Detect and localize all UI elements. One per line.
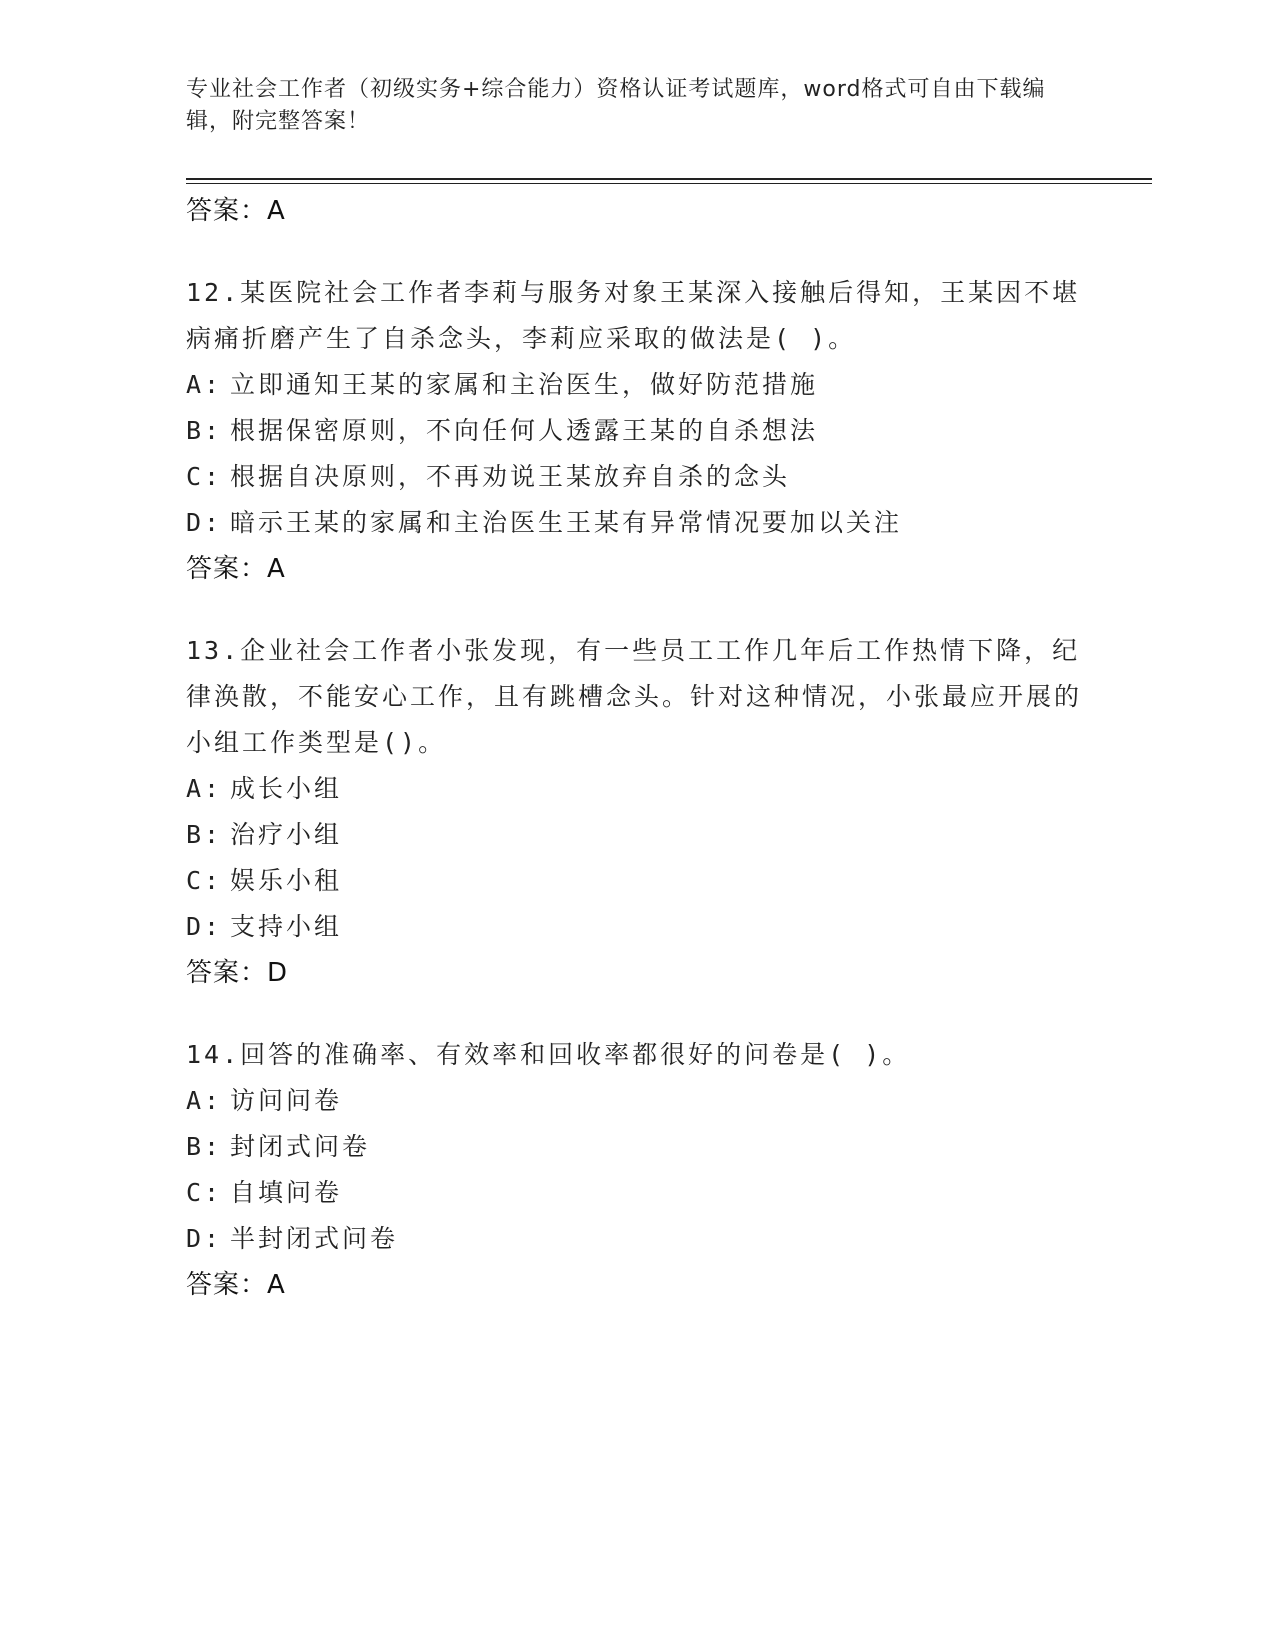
question-text: 14.回答的准确率、有效率和回收率都很好的问卷是( )。 bbox=[186, 1040, 911, 1069]
option-letter: B: bbox=[186, 416, 223, 445]
option-text: 封闭式问卷 bbox=[230, 1132, 371, 1161]
option-text: 立即通知王某的家属和主治医生，做好防范措施 bbox=[230, 370, 819, 399]
question-text: 13.企业社会工作者小张发现，有一些员工工作几年后工作热情下降，纪律涣散，不能安心工作，且有跳槽念头。针对这种情况，小张最应开展的小组工作类型是()。 bbox=[186, 636, 1083, 757]
answer-line: 答案：A bbox=[186, 554, 286, 584]
option-text: 根据保密原则，不向任何人透露王某的自杀想法 bbox=[230, 416, 819, 445]
option-letter: D: bbox=[186, 912, 223, 941]
header-divider bbox=[186, 178, 1152, 180]
answer-line: 答案：A bbox=[186, 196, 286, 226]
option-text: 访问问卷 bbox=[230, 1086, 343, 1115]
option-a bbox=[186, 766, 1086, 812]
option-c bbox=[186, 454, 1086, 500]
question-text: 12.某医院社会工作者李莉与服务对象王某深入接触后得知，王某因不堪病痛折磨产生了自杀念头，李莉应采取的做法是( )。 bbox=[186, 278, 1081, 353]
option-b bbox=[186, 812, 1086, 858]
option-letter: B: bbox=[186, 1132, 223, 1161]
option-text: 娱乐小租 bbox=[230, 866, 343, 895]
option-d bbox=[186, 500, 1086, 546]
option-text: 治疗小组 bbox=[230, 820, 343, 849]
page-header-title: 专业社会工作者（初级实务+综合能力）资格认证考试题库，word格式可自由下载编辑，附完整答案！ bbox=[186, 77, 1046, 134]
option-c bbox=[186, 1170, 1086, 1216]
question-list bbox=[186, 188, 1086, 1308]
header-divider-thin bbox=[186, 183, 1152, 184]
option-d bbox=[186, 1216, 1086, 1262]
option-text: 成长小组 bbox=[230, 774, 343, 803]
question-14 bbox=[186, 1032, 1086, 1308]
option-letter: C: bbox=[186, 462, 223, 491]
option-text: 暗示王某的家属和主治医生王某有异常情况要加以关注 bbox=[230, 508, 903, 537]
option-c bbox=[186, 858, 1086, 904]
option-letter: B: bbox=[186, 820, 223, 849]
option-b bbox=[186, 408, 1086, 454]
option-text: 支持小组 bbox=[230, 912, 343, 941]
option-a bbox=[186, 362, 1086, 408]
option-letter: A: bbox=[186, 1086, 223, 1115]
answer-line: 答案：D bbox=[186, 958, 289, 988]
option-letter: C: bbox=[186, 1178, 223, 1207]
answer-line: 答案：A bbox=[186, 1270, 286, 1300]
question-13 bbox=[186, 628, 1086, 996]
option-text: 半封闭式问卷 bbox=[230, 1224, 399, 1253]
option-a bbox=[186, 1078, 1086, 1124]
question-12 bbox=[186, 270, 1086, 592]
option-b bbox=[186, 1124, 1086, 1170]
option-letter: D: bbox=[186, 508, 223, 537]
option-text: 自填问卷 bbox=[230, 1178, 343, 1207]
option-letter: C: bbox=[186, 866, 223, 895]
option-letter: A: bbox=[186, 774, 223, 803]
option-d bbox=[186, 904, 1086, 950]
option-letter: A: bbox=[186, 370, 223, 399]
option-text: 根据自决原则，不再劝说王某放弃自杀的念头 bbox=[230, 462, 791, 491]
option-letter: D: bbox=[186, 1224, 223, 1253]
